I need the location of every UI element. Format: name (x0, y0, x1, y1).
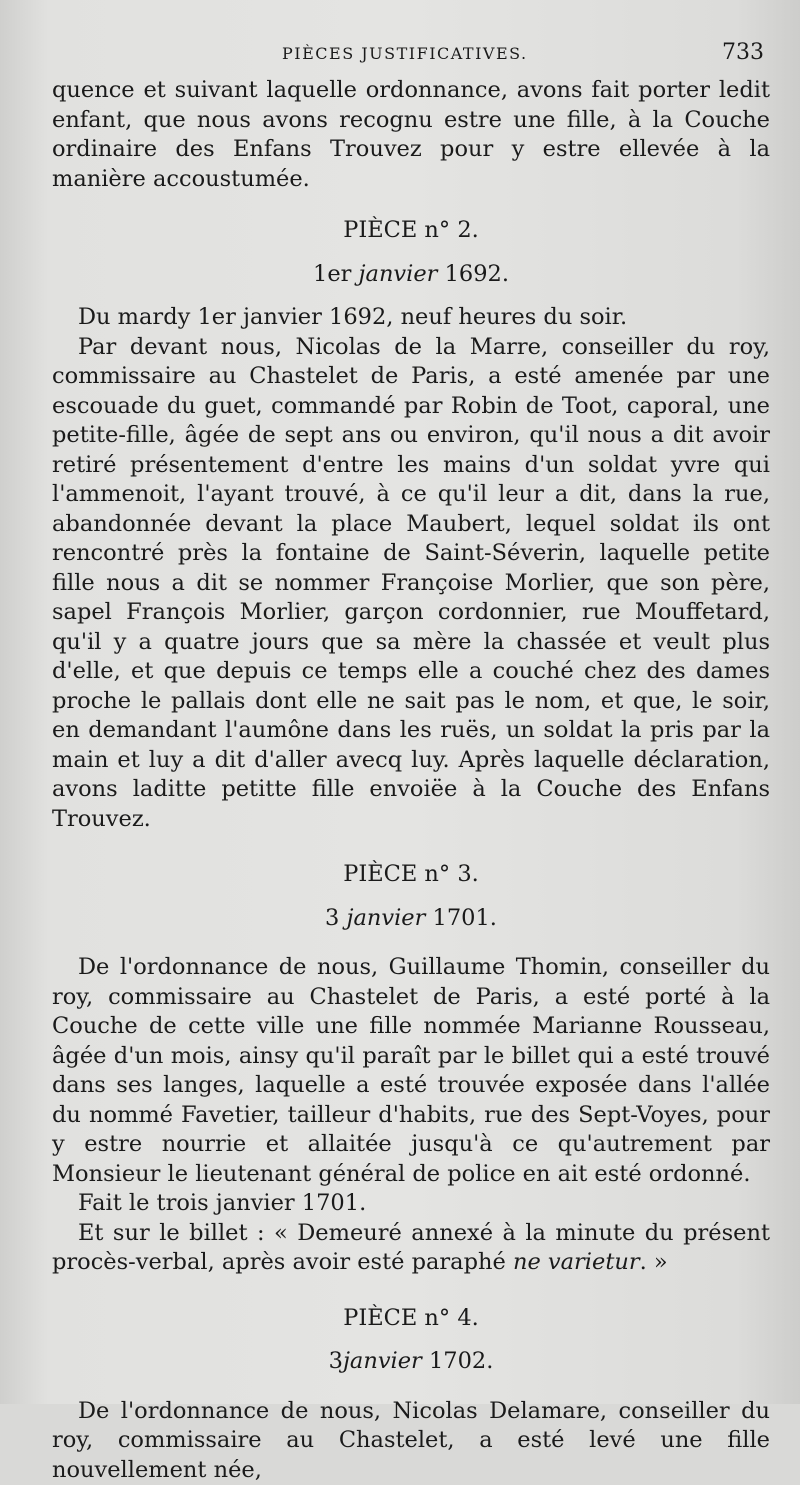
page-body (52, 76, 770, 1485)
piece-3-paragraph-3 (52, 1219, 770, 1278)
piece-3-date-month: janvier (347, 905, 426, 931)
piece-2-date-day: 1er (313, 261, 351, 287)
piece-3-paragraph-3-start: Et sur le billet : « Demeuré annexé à la minute du présent procès-verbal, après avoir esté paraphé (52, 1220, 770, 1276)
piece-3-date (52, 904, 770, 934)
piece-4-date-day: 3 (329, 1348, 343, 1374)
piece-4-date-month: janvier (343, 1348, 422, 1374)
page-header (0, 38, 800, 68)
piece-2-heading: PIÈCE n° 2. (52, 216, 770, 246)
piece-3-paragraph-2: Fait le trois janvier 1701. (52, 1189, 770, 1219)
piece-2-paragraph-2: Par devant nous, Nicolas de la Marre, conseiller du roy, commissaire au Chastelet de Paris, a esté amenée par une escouade du guet, commandé par Robin de Toot, caporal, une petite-fille, âgée de sept ans ou environ, qu'il nous a dit avoir retiré présentement d'entre les mains d'un soldat yvre qui l'ammenoit, l'ayant trouvé, à ce qu'il leur a dit, dans la rue, abandonnée devant la place Maubert, lequel soldat ils ont rencontré près la fontaine de Saint-Séverin, laquelle petite fille nous a dit se nommer Françoise Morlier, que son père, sapel François Morlier, garçon cordonnier, rue Mouffetard, qu'il y a quatre jours que sa mère la chassée et veult plus d'elle, et que depuis ce temps elle a couché chez des dames proche le pallais dont elle ne sait pas le nom, et que, le soir, en demandant l'aumône dans les ruës, un soldat la pris par la main et luy a dit d'aller avecq luy. Après laquelle déclaration, avons laditte petitte fille envoiëe à la Couche des Enfans Trouvez. (52, 333, 770, 835)
piece-3-heading: PIÈCE n° 3. (52, 860, 770, 890)
piece-2-paragraph-1: Du mardy 1er janvier 1692, neuf heures du soir. (52, 303, 770, 333)
piece-4-heading: PIÈCE n° 4. (52, 1304, 770, 1334)
piece-3-paragraph-3-end: . » (640, 1249, 668, 1275)
piece-3-paragraph-3-italic: ne varietur (513, 1249, 640, 1275)
continuation-paragraph: quence et suivant laquelle ordonnance, avons fait porter ledit enfant, que nous avons recognu estre une fille, à la Couche ordinaire des Enfans Trouvez pour y estre ellevée à la manière accoustumée. (52, 76, 770, 194)
piece-3-date-year: 1701. (433, 905, 497, 931)
piece-2-date (52, 260, 770, 290)
piece-3-paragraph-1: De l'ordonnance de nous, Guillaume Thomin, conseiller du roy, commissaire au Chastelet de Paris, a esté porté à la Couche de cette ville une fille nommée Marianne Rousseau, âgée d'un mois, ainsy qu'il paraît par le billet qui a esté trouvé dans ses langes, laquelle a esté trouvée exposée dans l'allée du nommé Favetier, tailleur d'habits, rue des Sept-Voyes, pour y estre nourrie et allaitée jusqu'à ce qu'autrement par Monsieur le lieutenant général de police en ait esté ordonné. (52, 953, 770, 1189)
piece-2-date-year: 1692. (445, 261, 509, 287)
piece-4-paragraph-1: De l'ordonnance de nous, Nicolas Delamare, conseiller du roy, commissaire au Chastelet, a esté levé une fille nouvellement née, (52, 1397, 770, 1485)
running-head: PIÈCES JUSTIFICATIVES. (282, 44, 528, 63)
piece-4-date (52, 1347, 770, 1377)
page-number: 733 (722, 40, 764, 65)
piece-4-date-year: 1702. (429, 1348, 493, 1374)
piece-3-date-day: 3 (325, 905, 339, 931)
piece-2-date-month: janvier (359, 261, 438, 287)
